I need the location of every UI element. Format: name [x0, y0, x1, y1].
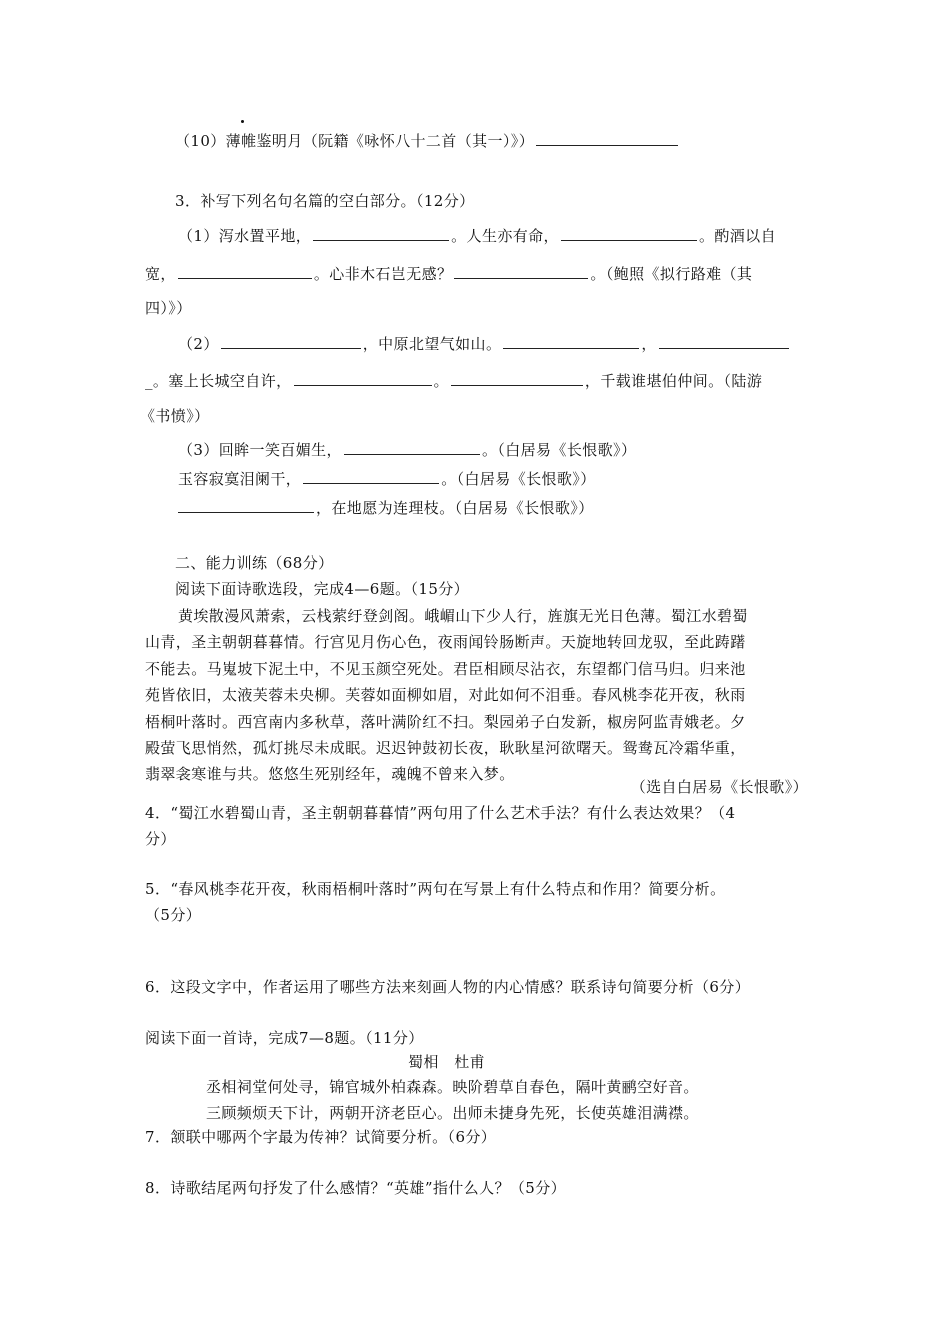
- item-10-text: （10）薄帷鉴明月（阮籍《咏怀八十二首（其一）》）: [175, 132, 535, 150]
- q3-s3-line1: [178, 440, 636, 460]
- question-4-line2: 分）: [145, 830, 176, 848]
- answer-blank[interactable]: [561, 226, 697, 241]
- text: _。塞上长城空自许，: [145, 372, 292, 390]
- text: 玉容寂寞泪阑干，: [178, 470, 302, 488]
- text: ，: [641, 335, 657, 353]
- text: 。（鲍照《拟行路难（其: [590, 265, 753, 283]
- poem-line: 苑皆依旧，太液芙蓉未央柳。芙蓉如面柳如眉，对此如何不泪垂。春风桃李花开夜，秋雨: [145, 686, 746, 704]
- question-5-line1: 5．“春风桃李花开夜，秋雨梧桐叶落时”两句在写景上有什么特点和作用？简要分析。: [145, 880, 726, 898]
- poem-line: 不能去。马嵬坡下泥土中，不见玉颜空死处。君臣相顾尽沾衣，东望都门信马归。归来池: [145, 660, 746, 678]
- q3-s1-line3: 四）》）: [145, 299, 192, 317]
- poem-line: 翡翠衾寒谁与共。悠悠生死别经年，魂魄不曾来入梦。: [145, 765, 515, 783]
- q3-s3-line2: [178, 469, 596, 489]
- poem-line: 黄埃散漫风萧索，云栈萦纡登剑阁。峨嵋山下少人行，旌旗无光日色薄。蜀江水碧蜀: [178, 607, 748, 625]
- poem-line: 殿萤飞思悄然，孤灯挑尽未成眠。迟迟钟鼓初长夜，耿耿星河欲曙天。鸳鸯瓦冷霜华重，: [145, 739, 746, 757]
- question-8: 8．诗歌结尾两句抒发了什么感情？“英雄”指什么人？（5分）: [145, 1179, 567, 1197]
- item-10-line: [175, 131, 680, 151]
- poem-2-title: 蜀相 杜甫: [408, 1053, 486, 1071]
- answer-blank[interactable]: [659, 334, 789, 349]
- q3-s1-line2: [145, 264, 752, 284]
- answer-blank[interactable]: [344, 440, 480, 455]
- text: ，在地愿为连理枝。（白居易《长恨歌》）: [316, 499, 594, 517]
- q3-s1-line1: [178, 226, 776, 246]
- answer-blank[interactable]: [313, 226, 449, 241]
- poem-2-line: 三顾频烦天下计，两朝开济老臣心。出师未捷身先死，长使英雄泪满襟。: [206, 1104, 699, 1122]
- text: 。酌酒以自: [698, 227, 776, 245]
- text: 。心非木石岂无感？: [313, 265, 453, 283]
- emphasis-dot: [241, 120, 244, 123]
- answer-blank[interactable]: [503, 334, 639, 349]
- answer-blank[interactable]: [536, 131, 678, 146]
- answer-blank[interactable]: [303, 469, 439, 484]
- poem-line: 山青，圣主朝朝暮暮情。行宫见月伤心色，夜雨闻铃肠断声。天旋地转回龙驭，至此踌躇: [145, 633, 746, 651]
- answer-blank[interactable]: [178, 264, 312, 279]
- answer-blank[interactable]: [294, 371, 432, 386]
- text: ，千载谁堪伯仲间。（陆游: [584, 372, 763, 390]
- question-4-line1: 4．“蜀江水碧蜀山青，圣主朝朝暮暮情”两句用了什么艺术手法？有什么表达效果？（4: [145, 804, 736, 822]
- answer-blank[interactable]: [454, 264, 588, 279]
- text: （1）泻水置平地，: [178, 227, 312, 245]
- q3-s2-line1: [178, 334, 791, 354]
- reading-instruction: 阅读下面诗歌选段，完成4—6题。（15分）: [175, 580, 470, 598]
- question-6: 6．这段文字中，作者运用了哪些方法来刻画人物的内心情感？联系诗句简要分析（6分）: [145, 978, 751, 996]
- q3-s3-line3: [178, 498, 594, 518]
- answer-blank[interactable]: [178, 498, 314, 513]
- part-2-heading: 二、能力训练（68分）: [175, 554, 334, 572]
- text: 。: [433, 372, 449, 390]
- poem-2-line: 丞相祠堂何处寻，锦官城外柏森森。映阶碧草自春色，隔叶黄鹂空好音。: [206, 1078, 699, 1096]
- text: 。人生亦有命，: [451, 227, 559, 245]
- text: （3）回眸一笑百媚生，: [178, 441, 342, 459]
- text: 宽，: [145, 265, 176, 283]
- q3-s2-line2: [145, 371, 762, 391]
- question-7: 7．颔联中哪两个字最为传神？试简要分析。（6分）: [145, 1128, 497, 1146]
- poem-source: （选自白居易《长恨歌》）: [630, 778, 808, 796]
- question-5-line2: （5分）: [145, 906, 202, 924]
- answer-blank[interactable]: [451, 371, 583, 386]
- text: 。（白居易《长恨歌》）: [441, 470, 596, 488]
- question-3-heading: 3．补写下列名句名篇的空白部分。（12分）: [175, 192, 475, 210]
- text: 。（白居易《长恨歌》）: [481, 441, 637, 459]
- poem-line: 梧桐叶落时。西宫南内多秋草，落叶满阶红不扫。梨园弟子白发新，椒房阿监青娥老。夕: [145, 713, 746, 731]
- answer-blank[interactable]: [221, 334, 361, 349]
- reading-instruction-2: 阅读下面一首诗，完成7—8题。（11分）: [145, 1029, 424, 1047]
- q3-s2-line3: 《书愤》）: [140, 407, 210, 425]
- text: ，中原北望气如山。: [362, 335, 502, 353]
- text: （2）: [178, 335, 219, 353]
